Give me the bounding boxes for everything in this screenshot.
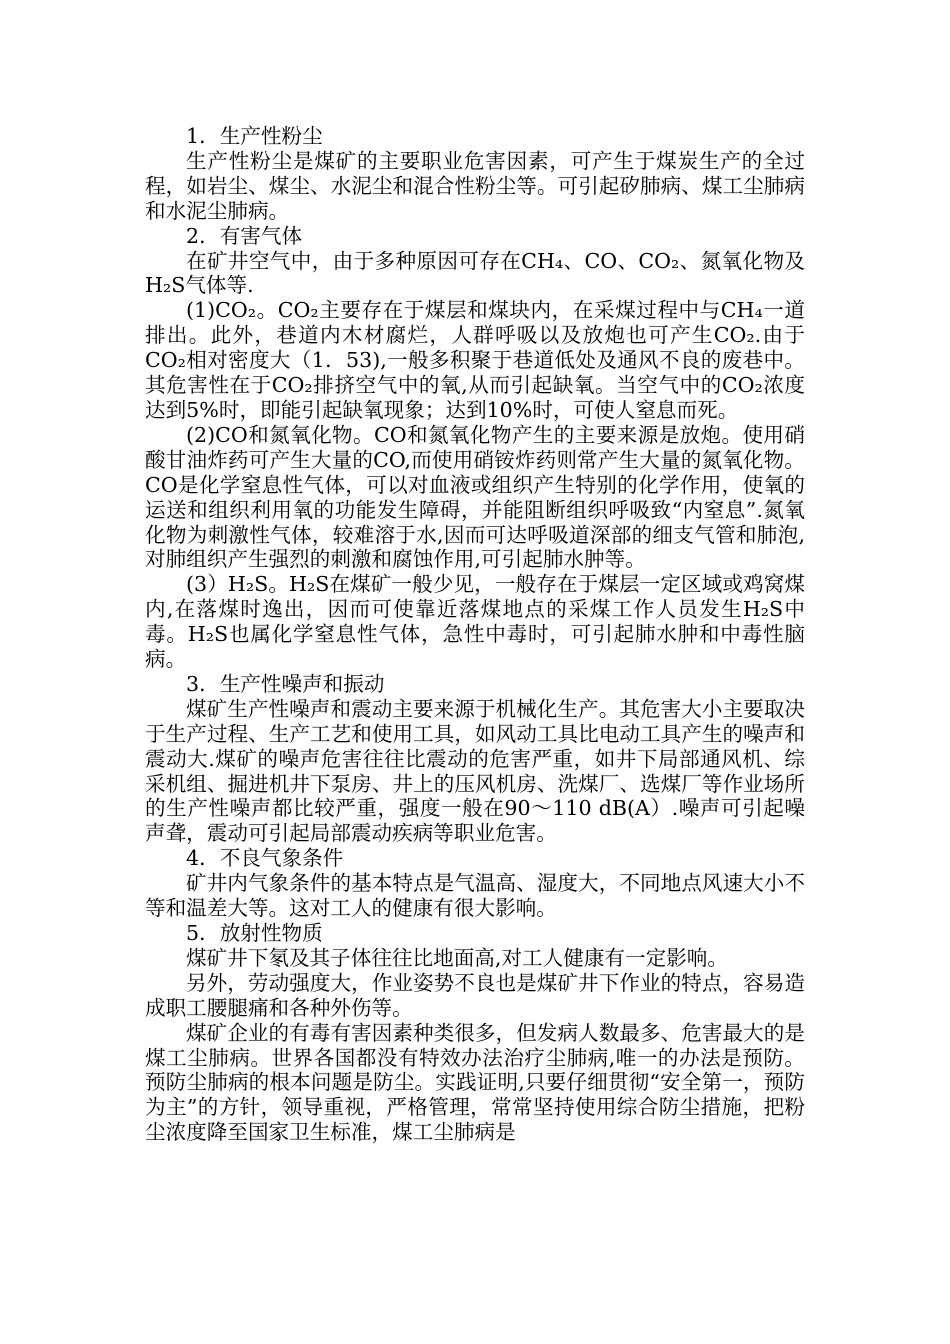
paragraph-labor-intensity: 另外，劳动强度大，作业姿势不良也是煤矿井下作业的特点，容易造成职工腰腿痛和各种外伤等。 [145, 970, 805, 1020]
paragraph-climate: 矿井内气象条件的基本特点是气温高、湿度大，不同地点风速大小不等和温差大等。这对工人的健康有很大影响。 [145, 871, 805, 921]
document-page [145, 124, 805, 1145]
section-heading-harmful-gases: 2．有害气体 [186, 223, 303, 248]
paragraph-co2: (1)CO₂。CO₂主要存在于煤层和煤块内，在采煤过程中与CH₄一道排出。此外，巷道内木材腐烂，人群呼吸以及放炮也可产生CO₂.由于CO₂相对密度大（1．53),一般多积聚于巷道低处及通风不良的废巷中。其危害性在于CO₂排挤空气中的氧,从而引起缺氧。当空气中的CO₂浓度达到5%时，即能引起缺氧现象；达到10%时，可使人窒息而死。 [145, 298, 805, 422]
paragraph-h2s: (3）H₂S。H₂S在煤矿一般少见，一般存在于煤层一定区域或鸡窝煤内,在落煤时逸出，因而可使靠近落煤地点的采煤工作人员发生H₂S中毒。H₂S也属化学窒息性气体，急性中毒时，可引起肺水肿和中毒性脑病。 [145, 572, 805, 672]
paragraph-pneumoconiosis: 煤矿企业的有毒有害因素种类很多，但发病人数最多、危害最大的是煤工尘肺病。世界各国都没有特效办法治疗尘肺病,唯一的办法是预防。预防尘肺病的根本问题是防尘。实践证明,只要仔细贯彻“安全第一，预防为主”的方针，领导重视，严格管理，常常坚持使用综合防尘措施，把粉尘浓度降至国家卫生标准，煤工尘肺病是 [145, 1020, 805, 1145]
paragraph-noise-vibration: 煤矿生产性噪声和震动主要来源于机械化生产。其危害大小主要取决于生产过程、生产工艺和使用工具，如风动工具比电动工具产生的噪声和震动大.煤矿的噪声危害往往比震动的危害严重，如井下局部通风机、综采机组、掘进机井下泵房、井上的压风机房、洗煤厂、选煤厂等作业场所的生产性噪声都比较严重，强度一般在90～110 dB(A）.噪声可引起噪声聋，震动可引起局部震动疾病等职业危害。 [145, 696, 805, 846]
section-heading-radioactive: 5．放射性物质 [186, 921, 323, 945]
section-heading-noise-vibration: 3．生产性噪声和振动 [186, 671, 385, 696]
paragraph-harmful-gases-intro: 在矿井空气中，由于多种原因可存在CH₄、CO、CO₂、氮氧化物及H₂S气体等. [145, 248, 805, 298]
paragraph-productive-dust: 生产性粉尘是煤矿的主要职业危害因素，可产生于煤炭生产的全过程，如岩尘、煤尘、水泥尘和混合性粉尘等。可引起矽肺病、煤工尘肺病和水泥尘肺病。 [145, 148, 805, 223]
paragraph-co-nox: (2)CO和氮氧化物。CO和氮氧化物产生的主要来源是放炮。使用硝酸甘油炸药可产生大量的CO,而使用硝铵炸药则常产生大量的氮氧化物。CO是化学窒息性气体，可以对血液或组织产生特别的化学作用，使氧的运送和组织利用氧的功能发生障碍，并能阻断组织呼吸致“内窒息”.氮氧化物为刺激性气体，较难溶于水,因而可达呼吸道深部的细支气管和肺泡,对肺组织产生强烈的刺激和腐蚀作用,可引起肺水肿等。 [145, 422, 805, 572]
section-heading-productive-dust: 1．生产性粉尘 [186, 124, 323, 148]
section-heading-climate: 4．不良气象条件 [186, 846, 344, 871]
paragraph-radioactive: 煤矿井下氡及其子体往往比地面高,对工人健康有一定影响。 [186, 945, 728, 970]
